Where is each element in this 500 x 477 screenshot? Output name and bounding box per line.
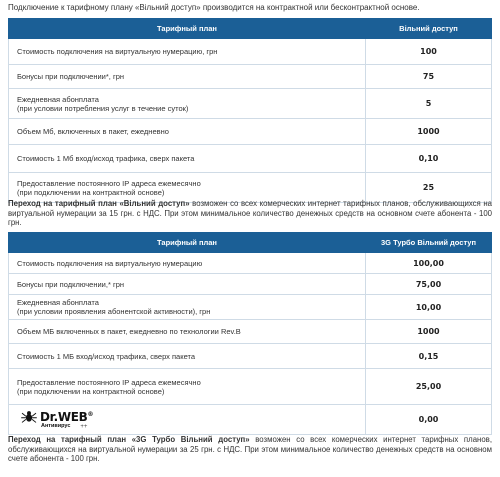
intro-text: Подключение к тарифному плану «Вільний доступ» производится на контрактной или бесконтрактной основе. bbox=[8, 3, 420, 12]
row-label: Стоимость подключения на виртуальную нумерацию, грн bbox=[9, 39, 366, 65]
row-sublabel: (при подключении на контрактной основе) bbox=[17, 386, 165, 396]
row-value: 1000 bbox=[366, 320, 492, 344]
table-row bbox=[9, 39, 492, 65]
row-label: Предоставление постоянного IP адреса ежемесячно bbox=[17, 377, 201, 387]
row-label: Ежедневная абонплата bbox=[17, 298, 99, 307]
table2-header-plan: Тарифный план bbox=[9, 233, 366, 253]
spider-icon bbox=[21, 410, 37, 424]
table-row bbox=[9, 405, 492, 435]
row-label-multiline bbox=[9, 173, 366, 203]
row-value: 25,00 bbox=[366, 369, 492, 405]
row-label-multiline bbox=[9, 295, 366, 320]
row-value: 100,00 bbox=[366, 253, 492, 274]
row-label: Стоимость 1 МБ вход/исход трафика, сверх пакета bbox=[9, 344, 366, 369]
table-row bbox=[9, 274, 492, 295]
row-sublabel: (при подключении на контрактной основе) bbox=[17, 187, 165, 197]
row-label: Ежедневная абонплата bbox=[17, 94, 99, 104]
table-row bbox=[9, 119, 492, 145]
drweb-subtitle: Антивирус bbox=[41, 422, 71, 429]
row-label: Стоимость 1 Мб вход/исход трафика, сверх пакета bbox=[9, 145, 366, 173]
table-row bbox=[9, 145, 492, 173]
paragraph-bold: Переход на тарифный план «3G Турбо Вільний доступ» bbox=[8, 435, 250, 444]
row-label: Бонусы при подключении,* грн bbox=[9, 274, 366, 295]
table-row bbox=[9, 65, 492, 89]
table-row bbox=[9, 295, 492, 320]
drweb-logo-cell bbox=[9, 405, 366, 435]
table2-header-name: 3G Турбо Вільний доступ bbox=[366, 233, 492, 253]
row-value: 75 bbox=[366, 65, 492, 89]
row-label-multiline bbox=[9, 89, 366, 119]
table-row bbox=[9, 369, 492, 405]
paragraph-free-access-transition bbox=[8, 199, 492, 228]
row-value: 100 bbox=[366, 39, 492, 65]
paragraph-bold: Переход на тарифный план «Вільний доступ» bbox=[8, 199, 190, 208]
row-label: Стоимость подключения на виртуальную нумерацию bbox=[9, 253, 366, 274]
table1-header-plan: Тарифный план bbox=[9, 19, 366, 39]
paragraph-text: возможен со всех комерческих интернет тарифных планов, обслуживающихся на виртуальной нумерации за 25 грн. с НДС. При этом минимальное количество денежных средств на основном счете абонента - 100 грн. bbox=[8, 435, 492, 463]
drweb-reg: ® bbox=[87, 410, 94, 418]
row-value: 0,00 bbox=[366, 405, 492, 435]
row-value: 25 bbox=[366, 173, 492, 203]
drweb-logo bbox=[17, 410, 357, 430]
row-label: Бонусы при подключении*, грн bbox=[9, 65, 366, 89]
row-label-multiline bbox=[9, 369, 366, 405]
tariff-table-3g-turbo bbox=[8, 232, 492, 435]
paragraph-3g-turbo-transition bbox=[8, 435, 492, 464]
table-row bbox=[9, 173, 492, 203]
paragraph-text: возможен со всех комерческих интернет тарифных планов, обслуживающихся на виртуальной нумерации за 15 грн. с НДС. При этом минимальное количество денежных средств на основном счете абонента - 100 грн. bbox=[8, 199, 493, 227]
row-value: 10,00 bbox=[366, 295, 492, 320]
table-row bbox=[9, 253, 492, 274]
table1-header-name: Вільний доступ bbox=[366, 19, 492, 39]
row-value: 5 bbox=[366, 89, 492, 119]
table-row bbox=[9, 320, 492, 344]
row-value: 1000 bbox=[366, 119, 492, 145]
table-row bbox=[9, 89, 492, 119]
row-label: Предоставление постоянного IP адреса ежемесячно bbox=[17, 178, 201, 188]
row-value: 75,00 bbox=[366, 274, 492, 295]
table-row bbox=[9, 344, 492, 369]
row-value: 0,10 bbox=[366, 145, 492, 173]
row-sublabel: (при условии проявления абонентской активности), грн bbox=[17, 307, 211, 316]
row-sublabel: (при условии потребления услуг в течение суток) bbox=[17, 103, 189, 113]
row-label: Объем Мб, включенных в пакет, ежедневно bbox=[9, 119, 366, 145]
tariff-table-free-access bbox=[8, 18, 492, 203]
row-label: Объем МБ включенных в пакет, ежедневно по технологии Rev.B bbox=[9, 320, 366, 344]
row-value: 0,15 bbox=[366, 344, 492, 369]
drweb-plus: ++ bbox=[80, 423, 88, 430]
drweb-brand: Dr.WEB bbox=[40, 409, 88, 424]
